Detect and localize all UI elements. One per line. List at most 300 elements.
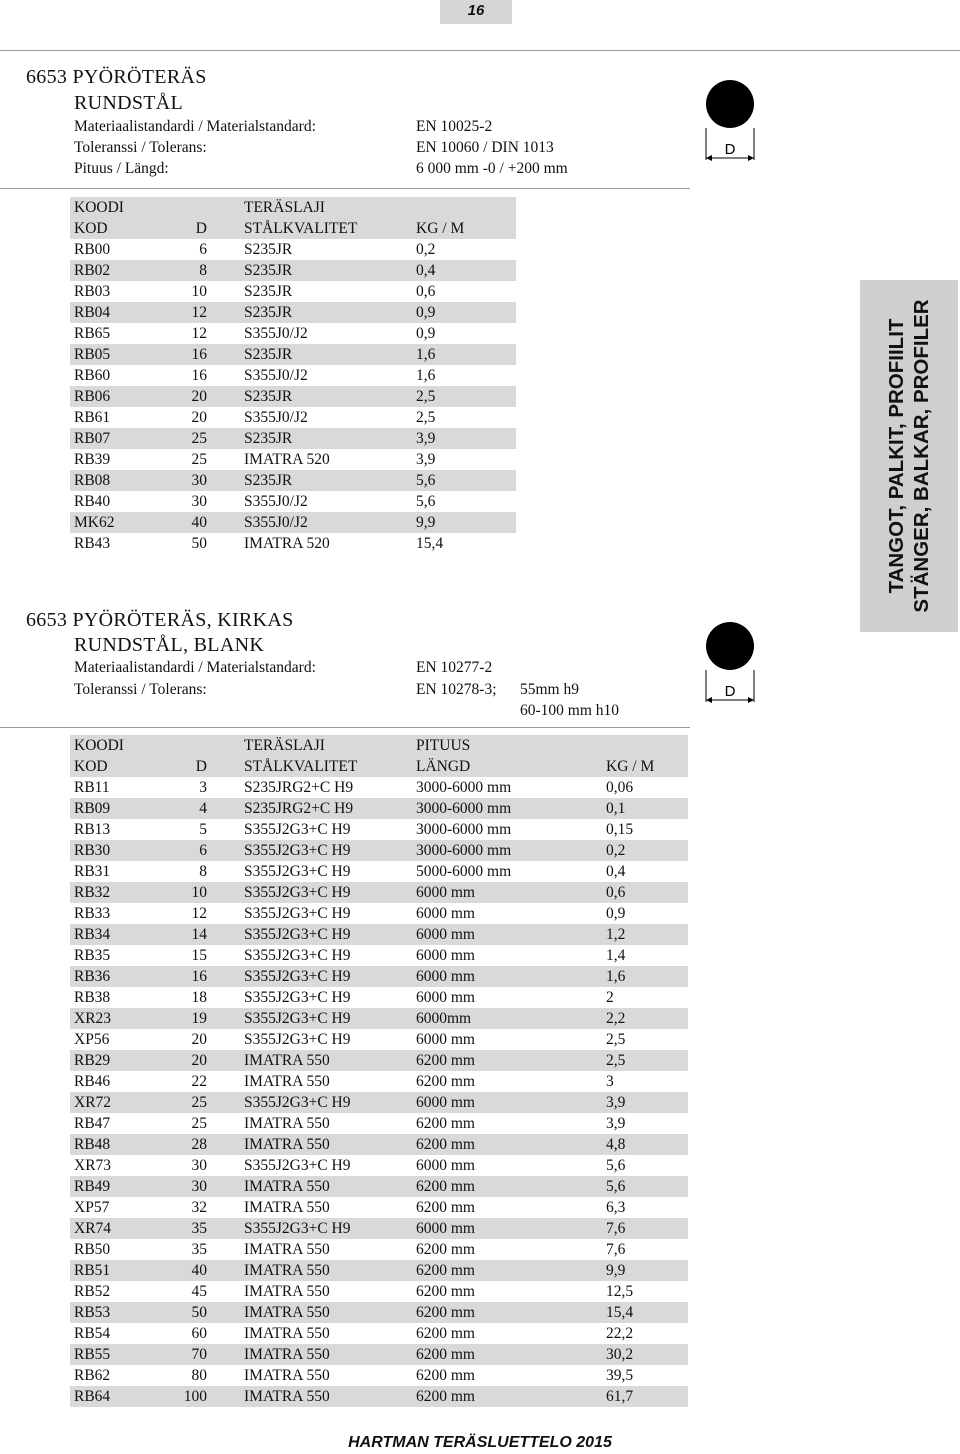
cell-grade: S355J2G3+C H9	[244, 863, 351, 880]
cell-kg-per-m: 39,5	[606, 1367, 634, 1384]
cell-code: RB48	[74, 1136, 111, 1153]
round-bar-cross-section-icon	[706, 80, 754, 128]
cell-kg-per-m: 9,9	[606, 1262, 626, 1279]
cell-code: KOODI	[74, 199, 124, 216]
cell-grade: S355J2G3+C H9	[244, 1220, 351, 1237]
cell-grade: IMATRA 550	[244, 1136, 330, 1153]
table-row	[70, 1029, 688, 1050]
cell-kg-per-m: 5,6	[416, 472, 436, 489]
table-row	[70, 281, 516, 302]
cell-length: 3000-6000 mm	[416, 779, 512, 796]
table-row	[70, 1260, 688, 1281]
cell-diameter: 14	[191, 926, 207, 943]
section1-divider	[0, 188, 690, 189]
page-number: 16	[440, 0, 512, 24]
cell-kg-per-m: 6,3	[606, 1199, 626, 1216]
table-row	[70, 1281, 688, 1302]
cell-grade: S355J2G3+C H9	[244, 968, 351, 985]
cell-diameter: 6	[199, 842, 207, 859]
cell-length: 6200 mm	[416, 1283, 475, 1300]
cell-kg-per-m: 1,2	[606, 926, 626, 943]
cell-diameter: D	[195, 220, 207, 237]
table-row	[70, 1344, 688, 1365]
sidebar-label	[884, 299, 934, 612]
meta-label: Materiaalistandardi / Materialstandard:	[74, 659, 316, 676]
table-row	[70, 1218, 688, 1239]
cell-diameter: 16	[191, 346, 207, 363]
cell-diameter: 45	[191, 1283, 207, 1300]
cell-code: RB35	[74, 947, 111, 964]
cell-kg-per-m: 7,6	[606, 1220, 626, 1237]
cell-kg-per-m: 0,9	[606, 905, 626, 922]
cell-length: 3000-6000 mm	[416, 821, 512, 838]
table-row	[70, 260, 516, 281]
cell-diameter: 30	[191, 1157, 207, 1174]
table-row	[70, 323, 516, 344]
cell-code: XR72	[74, 1094, 112, 1111]
cell-length: 6200 mm	[416, 1241, 475, 1258]
table-row	[70, 1197, 688, 1218]
cell-diameter: 15	[191, 947, 207, 964]
cell-code: RB40	[74, 493, 111, 510]
table-row	[70, 1365, 688, 1386]
table-row	[70, 197, 516, 218]
sidebar-label-fi: TANGOT, PALKIT, PROFIILIT	[885, 318, 908, 594]
cell-code: RB39	[74, 451, 111, 468]
cell-diameter: 20	[191, 409, 207, 426]
table-row	[70, 428, 516, 449]
table-row	[70, 861, 688, 882]
cell-kg-per-m: 0,4	[606, 863, 626, 880]
cell-kg-per-m: 5,6	[606, 1157, 626, 1174]
cell-code: RB13	[74, 821, 111, 838]
cell-code: RB38	[74, 989, 111, 1006]
cell-grade: IMATRA 550	[244, 1199, 330, 1216]
cell-length: 6000 mm	[416, 1031, 475, 1048]
table-row	[70, 987, 688, 1008]
table-row	[70, 966, 688, 987]
table-row	[70, 777, 688, 798]
table-row	[70, 1092, 688, 1113]
cell-kg-per-m: 2	[606, 989, 614, 1006]
cell-diameter: D	[195, 758, 207, 775]
table-row	[70, 903, 688, 924]
diameter-label: D	[724, 141, 736, 158]
cell-code: XP56	[74, 1031, 110, 1048]
cell-code: RB32	[74, 884, 111, 901]
table-row	[70, 470, 516, 491]
cell-kg-per-m: 15,4	[416, 535, 444, 552]
cell-kg-per-m: 0,6	[606, 884, 626, 901]
table-row	[70, 819, 688, 840]
cell-diameter: 16	[191, 968, 207, 985]
cell-kg-per-m: 3,9	[416, 430, 436, 447]
cell-diameter: 25	[191, 430, 207, 447]
table-row	[70, 365, 516, 386]
cell-kg-per-m: 0,4	[416, 262, 436, 279]
cell-diameter: 35	[191, 1241, 207, 1258]
table-row	[70, 1155, 688, 1176]
cell-grade: S235JR	[244, 283, 293, 300]
cell-length: 6000 mm	[416, 968, 475, 985]
cell-code: KOODI	[74, 737, 124, 754]
cell-code: RB50	[74, 1241, 111, 1258]
cell-length: 6200 mm	[416, 1388, 475, 1405]
table-row	[70, 491, 516, 512]
meta-extra: 55mm h9	[520, 681, 579, 698]
category-sidebar	[860, 280, 958, 632]
cell-diameter: 50	[191, 535, 207, 552]
meta-label: Toleranssi / Tolerans:	[74, 681, 207, 698]
cell-diameter: 50	[191, 1304, 207, 1321]
cell-length: PITUUS	[416, 737, 471, 754]
meta-label: Pituus / Längd:	[74, 160, 169, 177]
section2-divider	[0, 727, 690, 728]
cell-diameter: 12	[191, 304, 207, 321]
cell-code: RB05	[74, 346, 111, 363]
cell-code: RB31	[74, 863, 111, 880]
cell-diameter: 12	[191, 905, 207, 922]
cell-diameter: 8	[199, 262, 207, 279]
cell-diameter: 100	[183, 1388, 207, 1405]
cell-grade: S355J0/J2	[244, 409, 308, 426]
cell-diameter: 80	[191, 1367, 207, 1384]
cell-grade: TERÄSLAJI	[244, 199, 325, 216]
cell-diameter: 28	[191, 1136, 207, 1153]
cell-kg-per-m: 22,2	[606, 1325, 634, 1342]
cell-code: RB03	[74, 283, 111, 300]
cell-kg-per-m: 0,2	[606, 842, 626, 859]
table-row	[70, 302, 516, 323]
cell-code: RB60	[74, 367, 111, 384]
table-row	[70, 1323, 688, 1344]
table-row	[70, 344, 516, 365]
cell-grade: S355J2G3+C H9	[244, 821, 351, 838]
table-row	[70, 1113, 688, 1134]
cell-kg-per-m: 0,06	[606, 779, 634, 796]
cell-code: XR73	[74, 1157, 112, 1174]
cell-grade: S355J0/J2	[244, 514, 308, 531]
cell-kg-per-m: 0,6	[416, 283, 436, 300]
cell-grade: IMATRA 550	[244, 1262, 330, 1279]
table-row	[70, 1071, 688, 1092]
cell-diameter: 8	[199, 863, 207, 880]
cell-length: LÄNGD	[416, 758, 471, 775]
sidebar-label-sv: STÄNGER, BALKAR, PROFILER	[910, 299, 933, 613]
cell-kg-per-m: 0,1	[606, 800, 626, 817]
table-row	[70, 1176, 688, 1197]
cell-code: KOD	[74, 758, 108, 775]
cell-code: RB64	[74, 1388, 111, 1405]
cell-length: 3000-6000 mm	[416, 800, 512, 817]
cell-code: RB02	[74, 262, 111, 279]
cell-grade: S235JR	[244, 262, 293, 279]
cell-grade: S355J2G3+C H9	[244, 1010, 351, 1027]
cell-diameter: 18	[191, 989, 207, 1006]
meta-extra: 60-100 mm h10	[520, 702, 620, 719]
round-bar-cross-section-icon	[706, 622, 754, 670]
cell-code: XP57	[74, 1199, 110, 1216]
cell-grade: S235JRG2+C H9	[244, 800, 354, 817]
cell-length: 6200 mm	[416, 1052, 475, 1069]
cell-length: 6200 mm	[416, 1304, 475, 1321]
cell-grade: IMATRA 550	[244, 1304, 330, 1321]
cell-length: 6000mm	[416, 1010, 472, 1027]
cell-grade: IMATRA 550	[244, 1073, 330, 1090]
cell-kg-per-m: 2,5	[606, 1052, 626, 1069]
cell-kg-per-m: 7,6	[606, 1241, 626, 1258]
cell-code: RB34	[74, 926, 111, 943]
round-bar-diagram	[700, 76, 760, 166]
meta-value: 6 000 mm -0 / +200 mm	[416, 160, 568, 177]
cell-grade: S355J2G3+C H9	[244, 1157, 351, 1174]
cell-diameter: 12	[191, 325, 207, 342]
cell-code: RB07	[74, 430, 111, 447]
cell-kg-per-m: 0,2	[416, 241, 436, 258]
cell-grade: STÅLKVALITET	[244, 758, 358, 775]
cell-grade: S355J2G3+C H9	[244, 947, 351, 964]
cell-length: 6200 mm	[416, 1346, 475, 1363]
table-row	[70, 386, 516, 407]
meta-value: EN 10060 / DIN 1013	[416, 139, 554, 156]
cell-diameter: 6	[199, 241, 207, 258]
cell-grade: IMATRA 550	[244, 1367, 330, 1384]
section1-title-sv: RUNDSTÅL	[74, 92, 184, 114]
cell-diameter: 25	[191, 451, 207, 468]
cell-grade: S235JR	[244, 388, 293, 405]
cell-diameter: 20	[191, 1052, 207, 1069]
cell-diameter: 19	[191, 1010, 207, 1027]
cell-grade: IMATRA 550	[244, 1241, 330, 1258]
cell-diameter: 32	[191, 1199, 207, 1216]
cell-diameter: 5	[199, 821, 207, 838]
cell-code: RB06	[74, 388, 111, 405]
cell-code: RB52	[74, 1283, 111, 1300]
table-row	[70, 1239, 688, 1260]
cell-diameter: 60	[191, 1325, 207, 1342]
cell-kg-per-m: KG / M	[606, 758, 655, 775]
cell-kg-per-m: 4,8	[606, 1136, 626, 1153]
cell-length: 6000 mm	[416, 884, 475, 901]
table-row	[70, 840, 688, 861]
cell-length: 6200 mm	[416, 1262, 475, 1279]
cell-grade: S355J0/J2	[244, 493, 308, 510]
cell-diameter: 10	[191, 283, 207, 300]
cell-kg-per-m: KG / M	[416, 220, 465, 237]
cell-grade: S355J2G3+C H9	[244, 1094, 351, 1111]
cell-diameter: 20	[191, 388, 207, 405]
cell-kg-per-m: 0,9	[416, 325, 436, 342]
cell-grade: TERÄSLAJI	[244, 737, 325, 754]
table-row	[70, 1302, 688, 1323]
cell-code: RB33	[74, 905, 111, 922]
cell-length: 6200 mm	[416, 1073, 475, 1090]
diameter-label: D	[724, 683, 736, 700]
section2-title-sv: RUNDSTÅL, BLANK	[74, 634, 265, 656]
cell-length: 6200 mm	[416, 1115, 475, 1132]
cell-code: RB04	[74, 304, 111, 321]
cell-kg-per-m: 61,7	[606, 1388, 634, 1405]
cell-code: RB65	[74, 325, 111, 342]
cell-diameter: 35	[191, 1220, 207, 1237]
cell-length: 6000 mm	[416, 1094, 475, 1111]
cell-kg-per-m: 5,6	[416, 493, 436, 510]
section2-title-fi: 6653 PYÖRÖTERÄS, KIRKAS	[26, 609, 294, 631]
cell-length: 6000 mm	[416, 1220, 475, 1237]
cell-grade: IMATRA 550	[244, 1052, 330, 1069]
cell-grade: S235JRG2+C H9	[244, 779, 354, 796]
cell-grade: S355J2G3+C H9	[244, 905, 351, 922]
cell-length: 6200 mm	[416, 1367, 475, 1384]
meta-value: EN 10278-3;	[416, 681, 497, 698]
cell-grade: S355J0/J2	[244, 367, 308, 384]
meta-value: EN 10277-2	[416, 659, 493, 676]
cell-code: RB61	[74, 409, 111, 426]
cell-length: 6200 mm	[416, 1325, 475, 1342]
meta-label: Toleranssi / Tolerans:	[74, 139, 207, 156]
table-row	[70, 449, 516, 470]
cell-code: RB08	[74, 472, 111, 489]
cell-code: RB55	[74, 1346, 111, 1363]
cell-code: RB00	[74, 241, 111, 258]
table-row	[70, 798, 688, 819]
cell-code: MK62	[74, 514, 115, 531]
cell-diameter: 70	[191, 1346, 207, 1363]
cell-length: 6200 mm	[416, 1136, 475, 1153]
cell-code: RB51	[74, 1262, 111, 1279]
cell-grade: IMATRA 550	[244, 1388, 330, 1405]
table-row	[70, 1134, 688, 1155]
cell-length: 6000 mm	[416, 926, 475, 943]
cell-code: RB49	[74, 1178, 111, 1195]
cell-length: 6200 mm	[416, 1178, 475, 1195]
cell-grade: S235JR	[244, 304, 293, 321]
cell-kg-per-m: 2,5	[416, 388, 436, 405]
cell-kg-per-m: 2,5	[416, 409, 436, 426]
cell-grade: S355J2G3+C H9	[244, 1031, 351, 1048]
cell-diameter: 30	[191, 1178, 207, 1195]
table-row	[70, 1008, 688, 1029]
cell-kg-per-m: 0,15	[606, 821, 634, 838]
cell-grade: S235JR	[244, 241, 293, 258]
cell-kg-per-m: 3	[606, 1073, 614, 1090]
table-row	[70, 218, 516, 239]
cell-diameter: 30	[191, 493, 207, 510]
cell-kg-per-m: 1,6	[416, 367, 436, 384]
cell-code: RB43	[74, 535, 111, 552]
cell-length: 6000 mm	[416, 905, 475, 922]
cell-code: RB53	[74, 1304, 111, 1321]
cell-grade: S355J2G3+C H9	[244, 842, 351, 859]
meta-label: Materiaalistandardi / Materialstandard:	[74, 118, 316, 135]
meta-value: EN 10025-2	[416, 118, 493, 135]
cell-length: 5000-6000 mm	[416, 863, 512, 880]
cell-diameter: 25	[191, 1115, 207, 1132]
cell-diameter: 16	[191, 367, 207, 384]
cell-diameter: 40	[191, 514, 207, 531]
table-row	[70, 735, 688, 756]
cell-diameter: 30	[191, 472, 207, 489]
cell-grade: IMATRA 550	[244, 1178, 330, 1195]
cell-code: RB46	[74, 1073, 111, 1090]
cell-grade: IMATRA 520	[244, 535, 330, 552]
cell-grade: IMATRA 550	[244, 1115, 330, 1132]
cell-kg-per-m: 9,9	[416, 514, 436, 531]
cell-grade: S355J0/J2	[244, 325, 308, 342]
cell-kg-per-m: 1,4	[606, 947, 626, 964]
cell-kg-per-m: 1,6	[416, 346, 436, 363]
cell-code: KOD	[74, 220, 108, 237]
cell-diameter: 22	[191, 1073, 207, 1090]
section1-title-fi: 6653 PYÖRÖTERÄS	[26, 66, 207, 88]
cell-grade: S355J2G3+C H9	[244, 989, 351, 1006]
cell-diameter: 10	[191, 884, 207, 901]
table-row	[70, 924, 688, 945]
round-bar-diagram	[700, 618, 760, 708]
cell-kg-per-m: 0,9	[416, 304, 436, 321]
cell-code: RB30	[74, 842, 111, 859]
cell-code: RB29	[74, 1052, 111, 1069]
cell-length: 3000-6000 mm	[416, 842, 512, 859]
table-row	[70, 882, 688, 903]
cell-kg-per-m: 3,9	[606, 1115, 626, 1132]
table-row	[70, 407, 516, 428]
table-row	[70, 756, 688, 777]
cell-diameter: 3	[199, 779, 207, 796]
cell-code: RB54	[74, 1325, 111, 1342]
table-row	[70, 1386, 688, 1407]
cell-code: RB62	[74, 1367, 111, 1384]
cell-code: XR23	[74, 1010, 112, 1027]
cell-grade: IMATRA 550	[244, 1283, 330, 1300]
cell-grade: S235JR	[244, 346, 293, 363]
cell-kg-per-m: 5,6	[606, 1178, 626, 1195]
cell-length: 6000 mm	[416, 989, 475, 1006]
cell-grade: S235JR	[244, 430, 293, 447]
table-row	[70, 533, 516, 554]
cell-grade: S235JR	[244, 472, 293, 489]
top-divider	[0, 50, 960, 51]
cell-diameter: 25	[191, 1094, 207, 1111]
cell-kg-per-m: 3,9	[606, 1094, 626, 1111]
cell-grade: IMATRA 520	[244, 451, 330, 468]
cell-length: 6000 mm	[416, 1157, 475, 1174]
cell-grade: IMATRA 550	[244, 1325, 330, 1342]
cell-kg-per-m: 3,9	[416, 451, 436, 468]
cell-kg-per-m: 15,4	[606, 1304, 634, 1321]
cell-length: 6000 mm	[416, 947, 475, 964]
cell-diameter: 40	[191, 1262, 207, 1279]
table-row	[70, 945, 688, 966]
cell-length: 6200 mm	[416, 1199, 475, 1216]
cell-kg-per-m: 12,5	[606, 1283, 634, 1300]
cell-code: RB47	[74, 1115, 111, 1132]
cell-code: RB09	[74, 800, 111, 817]
cell-code: RB36	[74, 968, 111, 985]
table-row	[70, 1050, 688, 1071]
table-row	[70, 239, 516, 260]
cell-diameter: 20	[191, 1031, 207, 1048]
cell-code: XR74	[74, 1220, 112, 1237]
cell-kg-per-m: 30,2	[606, 1346, 634, 1363]
cell-grade: IMATRA 550	[244, 1346, 330, 1363]
cell-kg-per-m: 1,6	[606, 968, 626, 985]
cell-diameter: 4	[199, 800, 207, 817]
cell-grade: S355J2G3+C H9	[244, 884, 351, 901]
cell-kg-per-m: 2,5	[606, 1031, 626, 1048]
cell-code: RB11	[74, 779, 110, 796]
cell-kg-per-m: 2,2	[606, 1010, 626, 1027]
